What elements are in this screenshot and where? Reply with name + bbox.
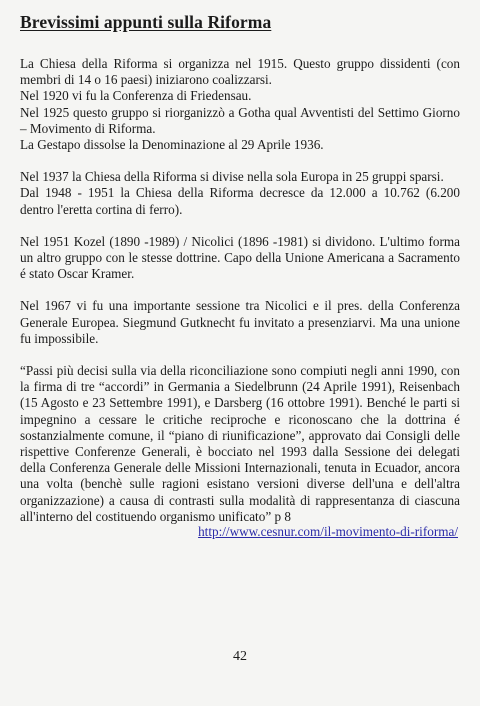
paragraph-4-line-1: Nel 1967 vi fu una importante sessione tra Nicolici e il pres. della Conferenza Generale Europea. Siegmund Gutknecht fu invitato a presenziarvi. Ma una unione fu impossibile.	[20, 298, 460, 346]
paragraph-5-line-1: “Passi più decisi sulla via della riconciliazione sono compiuti negli anni 1990, con la firma di tre “accordi” in Germania a Siedelbrunn (24 Aprile 1991), Reisenbach (15 Agosto e 23 Settembre 1991), e Darsberg (16 ottobre 1991). Benché le parti si impegnino a cessare le critiche reciproche e riconoscano che la dottrina é sostanzialmente comune, il “piano di riunificazione”, approvato dai Consigli delle rispettive Conferenze Generali, è bocciato nel 1993 dalla Sessione dei delegati della Conferenza Generale delle Missioni Internazionali, tenuta in Ecuador, ancora una volta (benchè sulle ragioni esistano versioni diverse dell'una e dell'altra organizzazione) a causa di contrasti sulla modalità di rappresentanza di ciascuna all'interno del costituendo organismo unificato” p 8	[20, 363, 460, 524]
paragraph-3-line-1: Nel 1951 Kozel (1890 -1989) / Nicolici (1896 -1981) si dividono. L'ultimo forma un altro gruppo con le stesse dottrine. Capo della Unione Americana a Sacramento é stato Oscar Kramer.	[20, 233, 460, 282]
paragraph-2-line-1: Nel 1937 la Chiesa della Riforma si divise nella sola Europa in 25 gruppi sparsi.	[20, 169, 444, 185]
source-line	[20, 524, 460, 540]
paragraph-1-line-1: La Chiesa della Riforma si organizza nel 1915. Questo gruppo dissidenti (con membri di 14 o 16 paesi) iniziarono coalizzarsi.	[20, 56, 460, 88]
source-link[interactable]: http://www.cesnur.com/il-movimento-di-riforma/	[198, 524, 458, 540]
paragraph-1-line-3: Nel 1925 questo gruppo si riorganizzò a Gotha qual Avventisti del Settimo Giorno – Movimento di Riforma.	[20, 104, 460, 136]
page-title: Brevissimi appunti sulla Riforma	[20, 12, 272, 32]
paragraph-1-line-4: La Gestapo dissolse la Denominazione al 29 Aprile 1936.	[20, 137, 324, 153]
paragraph-3	[20, 234, 460, 283]
paragraph-2	[20, 169, 460, 218]
paragraph-1-line-2: Nel 1920 vi fu la Conferenza di Friedensau.	[20, 88, 252, 104]
paragraph-2-line-2: Dal 1948 - 1951 la Chiesa della Riforma decresce da 12.000 a 10.762 (6.200 dentro l'eretta cortina di ferro).	[20, 185, 460, 217]
document-body	[20, 56, 460, 540]
paragraph-1	[20, 56, 460, 153]
page-number: 42	[233, 649, 247, 664]
paragraph-4	[20, 298, 460, 347]
paragraph-5	[20, 363, 460, 525]
